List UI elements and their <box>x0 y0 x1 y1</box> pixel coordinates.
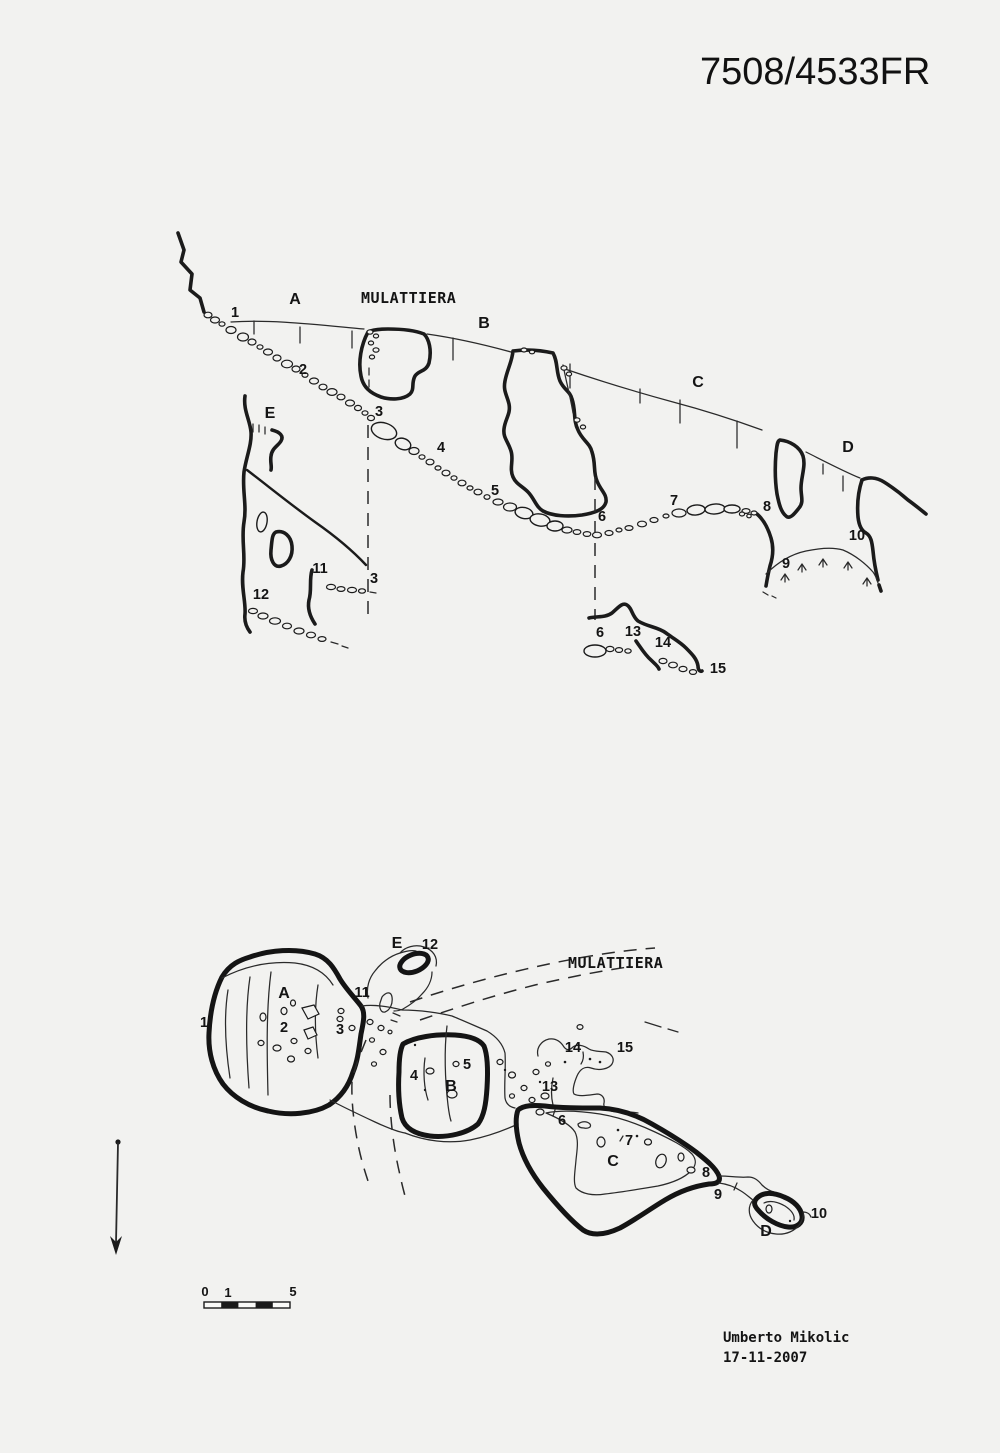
profile-point-1: 1 <box>230 305 240 321</box>
profile-point-7: 7 <box>669 493 679 509</box>
plan-point-3: 3 <box>335 1022 345 1038</box>
scale-bar-label-1: 1 <box>224 1285 232 1300</box>
scale-bar-segment-black-2 <box>256 1302 273 1308</box>
profile-point-14: 14 <box>654 635 672 651</box>
plan-boulder-b-outline <box>399 1035 488 1137</box>
sheet-title: 7508/4533FR <box>700 51 931 93</box>
scale-bar-label-5: 5 <box>289 1284 297 1299</box>
profile-grass-tufts <box>763 559 871 598</box>
plan-point-6: 6 <box>557 1113 567 1129</box>
profile-section-e: E <box>264 405 276 422</box>
profile-ground-ticks <box>254 321 843 491</box>
plan-track-label: MULATTIERA <box>568 954 664 972</box>
plan-section-b: B <box>445 1078 457 1095</box>
profile-section-c: C <box>692 374 704 391</box>
scale-bar <box>201 1284 296 1308</box>
profile-ground-line-3 <box>565 369 762 430</box>
profile-ground-line-1 <box>231 321 364 329</box>
credit-author: Umberto Mikolic <box>723 1330 850 1346</box>
plan-point-13: 13 <box>541 1079 559 1095</box>
profile-section-d: D <box>842 439 854 456</box>
plan-boulder-a-terrace <box>222 963 333 985</box>
plan-point-14: 14 <box>564 1040 582 1056</box>
profile-point-10: 10 <box>848 528 866 544</box>
plan-terrain-lower-1 <box>330 1100 405 1133</box>
profile-section-a: A <box>289 291 301 308</box>
profile-boulder-d1 <box>775 440 804 517</box>
plan-point-4: 4 <box>409 1068 419 1084</box>
profile-point-3-lower: 3 <box>369 571 379 587</box>
profile-point-5: 5 <box>490 483 500 499</box>
profile-view <box>178 233 926 677</box>
plan-view <box>200 935 827 1240</box>
plan-boulder-c-pebbles <box>578 1122 695 1173</box>
plan-section-c: C <box>607 1153 619 1170</box>
plan-boulder-12-ring <box>397 949 431 976</box>
profile-point-11: 11 <box>312 561 328 577</box>
profile-track-label: MULATTIERA <box>361 289 457 307</box>
plan-point-2: 2 <box>279 1020 289 1036</box>
profile-line-8 <box>757 514 773 586</box>
profile-point-6-lower: 6 <box>595 625 605 641</box>
profile-fragment-13-15 <box>589 604 702 671</box>
plan-terrain-upper <box>362 1005 515 1108</box>
plan-section-e: E <box>391 935 403 952</box>
profile-cliff-edge <box>178 233 204 312</box>
plan-point-8: 8 <box>701 1165 711 1181</box>
plan-point-11: 11 <box>354 985 370 1001</box>
profile-rock-10-top <box>862 478 926 514</box>
scale-bar-segment-black-1 <box>221 1302 238 1308</box>
plan-neck-cd <box>719 1176 774 1200</box>
plan-boulder-a-striations <box>226 972 318 1095</box>
profile-boulder-a-outline <box>360 329 430 399</box>
profile-point-2: 2 <box>298 362 308 378</box>
profile-point-12: 12 <box>252 587 270 603</box>
profile-ground-line-2 <box>427 334 511 352</box>
north-arrow <box>110 1139 122 1255</box>
plan-point-7: 7 <box>624 1133 634 1149</box>
credit-date: 17-11-2007 <box>723 1350 808 1366</box>
profile-point-8: 8 <box>762 499 772 515</box>
scale-bar-label-0: 0 <box>201 1284 209 1299</box>
profile-point-3-upper: 3 <box>374 404 384 420</box>
plan-point-10: 10 <box>810 1206 828 1222</box>
profile-point-13: 13 <box>624 624 642 640</box>
profile-boulder-b-outline <box>504 350 606 516</box>
plan-point-1: 1 <box>199 1015 209 1031</box>
plan-point-5: 5 <box>462 1057 472 1073</box>
plan-section-d: D <box>760 1223 772 1240</box>
scale-bar-frame <box>204 1302 290 1308</box>
profile-point-4: 4 <box>436 440 446 456</box>
plan-point-9: 9 <box>713 1187 723 1203</box>
plan-point-12: 12 <box>421 937 439 953</box>
profile-point-6-upper: 6 <box>597 509 607 525</box>
credit-block <box>723 1330 849 1366</box>
plan-boulder-c-inner <box>546 1111 695 1195</box>
profile-section-b: B <box>478 315 490 332</box>
plan-boulder-b-inner <box>414 1026 459 1121</box>
profile-point-9: 9 <box>781 556 791 572</box>
profile-point-15: 15 <box>709 661 727 677</box>
plan-section-a: A <box>278 985 290 1002</box>
plan-point-15: 15 <box>616 1040 634 1056</box>
